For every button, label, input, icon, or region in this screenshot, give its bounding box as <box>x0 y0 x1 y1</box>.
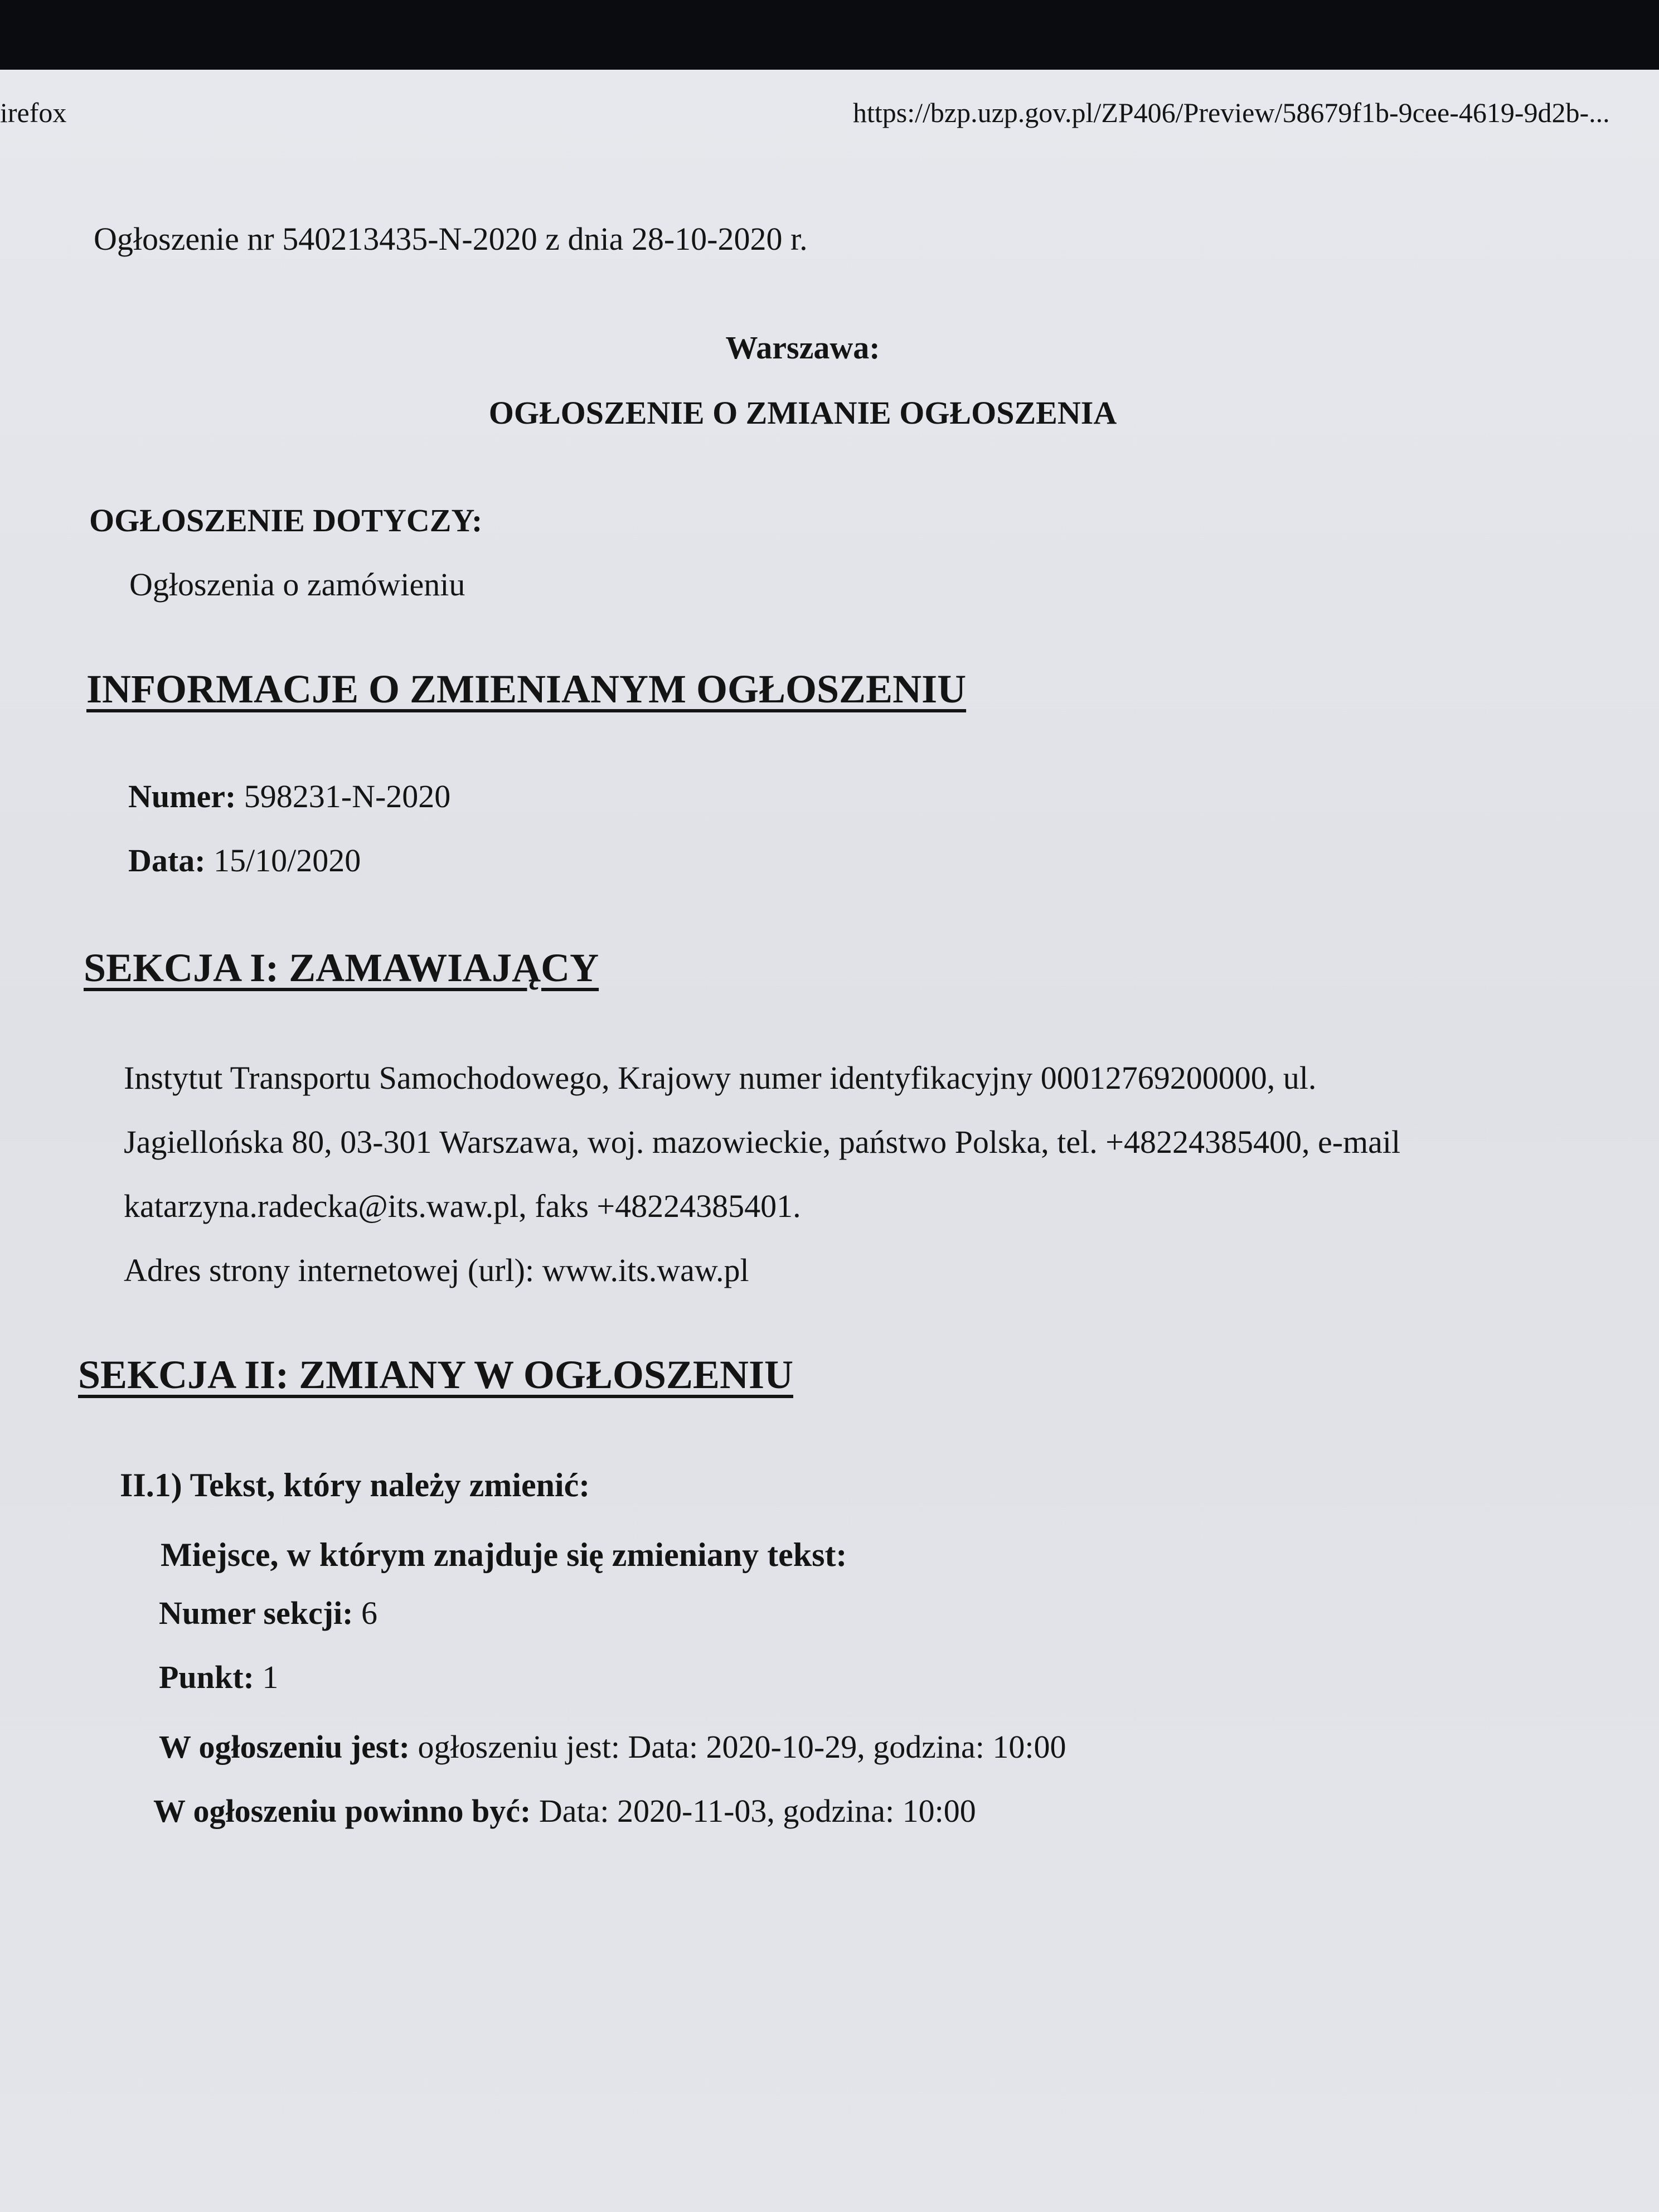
notice-city: Warszawa: <box>725 329 880 366</box>
info-date-row <box>128 842 361 879</box>
info-date-label: Data: <box>128 842 206 879</box>
notice-title: OGŁOSZENIE O ZMIANIE OGŁOSZENIA <box>488 395 1117 431</box>
concerns-value: Ogłoszenia o zamówieniu <box>129 566 465 603</box>
section-1-line-2: Jagiellońska 80, 03-301 Warszawa, woj. mazowieckie, państwo Polska, tel. +48224385400, e-mail <box>124 1124 1401 1160</box>
new-text-value: Data: 2020-11-03, godzina: 10:00 <box>539 1793 976 1829</box>
new-text-label: W ogłoszeniu powinno być: <box>153 1793 531 1829</box>
section-1-line-1: Instytut Transportu Samochodowego, Krajowy numer identyfikacyjny 00012769200000, ul. <box>124 1060 1317 1096</box>
section-number-row <box>159 1594 377 1632</box>
current-text-label: W ogłoszeniu jest: <box>159 1729 410 1765</box>
concerns-label: OGŁOSZENIE DOTYCZY: <box>89 502 483 539</box>
info-date-value: 15/10/2020 <box>214 842 361 879</box>
point-label: Punkt: <box>159 1659 254 1695</box>
section-number-value: 6 <box>361 1595 377 1631</box>
section-1-line-4: Adres strony internetowej (url): www.its.waw.pl <box>124 1252 749 1288</box>
section-info-heading: INFORMACJE O ZMIENIANYM OGŁOSZENIU <box>86 667 967 711</box>
page-url: https://bzp.uzp.gov.pl/ZP406/Preview/58679f1b-9cee-4619-9d2b-... <box>853 97 1610 128</box>
section-2-item-heading: II.1) Tekst, który należy zmienić: <box>120 1467 590 1503</box>
info-number-value: 598231-N-2020 <box>244 778 451 814</box>
current-text-row <box>159 1728 1066 1765</box>
point-row <box>159 1658 278 1696</box>
section-2-heading: SEKCJA II: ZMIANY W OGŁOSZENIU <box>78 1352 793 1397</box>
notice-header-line: Ogłoszenie nr 540213435-N-2020 z dnia 28-10-2020 r. <box>94 221 808 257</box>
point-value: 1 <box>262 1659 279 1695</box>
info-number-label: Numer: <box>128 778 236 814</box>
section-1-heading: SEKCJA I: ZAMAWIAJĄCY <box>84 945 599 990</box>
document-page <box>0 70 1659 2212</box>
new-text-row <box>153 1792 976 1830</box>
section-number-label: Numer sekcji: <box>159 1595 353 1631</box>
current-text-value: ogłoszeniu jest: Data: 2020-10-29, godzina: 10:00 <box>418 1729 1066 1765</box>
section-1-line-3: katarzyna.radecka@its.waw.pl, faks +48224385401. <box>124 1188 801 1224</box>
browser-app-name: irefox <box>0 97 67 128</box>
info-number-row <box>128 778 450 815</box>
location-label: Miejsce, w którym znajduje się zmieniany tekst: <box>161 1536 847 1573</box>
